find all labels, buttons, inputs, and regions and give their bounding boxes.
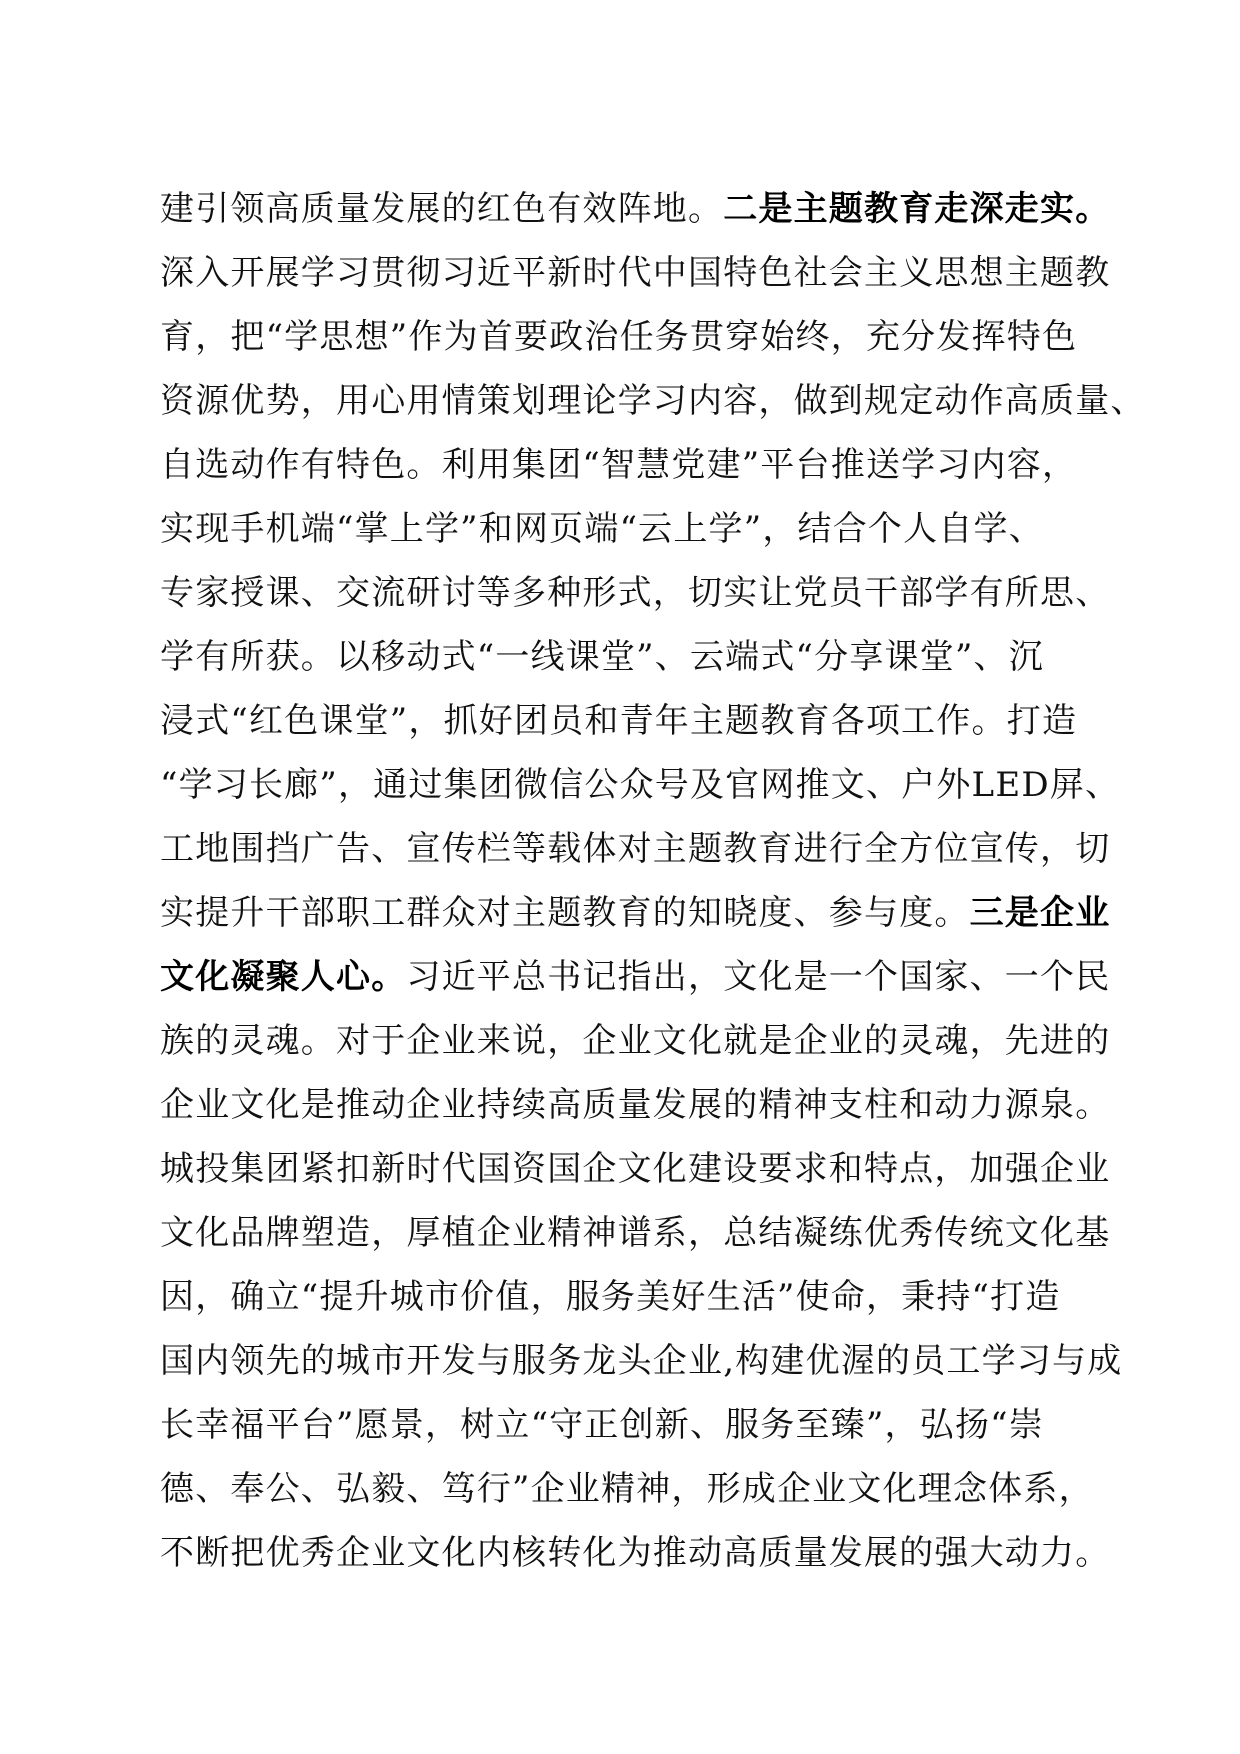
bold-heading-segment: 二是主题教育走深走实。 [723, 189, 1111, 229]
text-line [160, 1329, 1123, 1393]
bold-heading-segment: 三是企业 [969, 893, 1111, 933]
text-line [160, 945, 1111, 1009]
text-line [160, 305, 1100, 369]
text-segment: 因，确立“提升城市价值，服务美好生活”使命，秉持“打造 [160, 1277, 1061, 1317]
text-line [160, 817, 1111, 881]
text-segment: 育，把“学思想”作为首要政治任务贯穿始终，充分发挥特色 [160, 317, 1078, 357]
text-line [160, 1009, 1111, 1073]
text-segment: 族的灵魂。对于企业来说，企业文化就是企业的灵魂，先进的 [160, 1021, 1111, 1061]
text-segment: 城投集团紧扣新时代国资国企文化建设要求和特点，加强企业 [160, 1149, 1111, 1189]
text-segment: 浸式“红色课堂”，抓好团员和青年主题教育各项工作。打造 [160, 701, 1078, 741]
text-segment: 实提升干部职工群众对主题教育的知晓度、参与度。 [160, 893, 970, 933]
text-segment: 文化品牌塑造，厚植企业精神谱系，总结凝练优秀传统文化基 [160, 1213, 1111, 1253]
text-line [160, 625, 1100, 689]
text-segment: 不断把优秀企业文化内核转化为推动高质量发展的强大动力。 [160, 1533, 1111, 1573]
text-line [160, 881, 1111, 945]
text-line [160, 1521, 1111, 1585]
text-segment: 国内领先的城市开发与服务龙头企业,构建优渥的员工学习与成 [160, 1341, 1123, 1381]
text-line [160, 1073, 1111, 1137]
text-line [160, 1457, 1100, 1521]
text-line [160, 433, 1100, 497]
text-segment: 长幸福平台”愿景，树立“守正创新、服务至臻”，弘扬“崇 [160, 1405, 1044, 1445]
text-segment: 工地围挡广告、宣传栏等载体对主题教育进行全方位宣传，切 [160, 829, 1111, 869]
text-line [160, 561, 1111, 625]
text-segment: 德、奉公、弘毅、笃行”企业精神，形成企业文化理念体系， [160, 1469, 1094, 1509]
text-line [160, 1137, 1111, 1201]
text-segment: 学有所获。以移动式“一线课堂”、云端式“分享课堂”、沉 [160, 637, 1044, 677]
text-line [160, 753, 1121, 817]
text-segment: 建引领高质量发展的红色有效阵地。 [160, 189, 724, 229]
text-line [160, 1201, 1111, 1265]
text-segment: 资源优势，用心用情策划理论学习内容，做到规定动作高质量、 [160, 381, 1146, 421]
text-line [160, 497, 1100, 561]
text-segment: 实现手机端“掌上学”和网页端“云上学”，结合个人自学、 [160, 509, 1044, 549]
text-segment: 专家授课、交流研讨等多种形式，切实让党员干部学有所思、 [160, 573, 1111, 613]
text-line [160, 177, 1111, 241]
text-segment: 深入开展学习贯彻习近平新时代中国特色社会主义思想主题教 [160, 253, 1111, 293]
text-line [160, 369, 1146, 433]
text-segment: 企业文化是推动企业持续高质量发展的精神支柱和动力源泉。 [160, 1085, 1111, 1125]
text-line [160, 1393, 1100, 1457]
text-segment: 习近平总书记指出，文化是一个国家、一个民 [406, 957, 1111, 997]
text-segment: “学习长廊”，通过集团微信公众号及官网推文、户外LED屏、 [160, 765, 1121, 805]
body-paragraph [160, 177, 1146, 1585]
bold-heading-segment: 文化凝聚人心。 [160, 957, 407, 997]
text-line [160, 689, 1100, 753]
text-line [160, 241, 1111, 305]
text-line [160, 1265, 1100, 1329]
text-segment: 自选动作有特色。利用集团“智慧党建”平台推送学习内容， [160, 445, 1078, 485]
